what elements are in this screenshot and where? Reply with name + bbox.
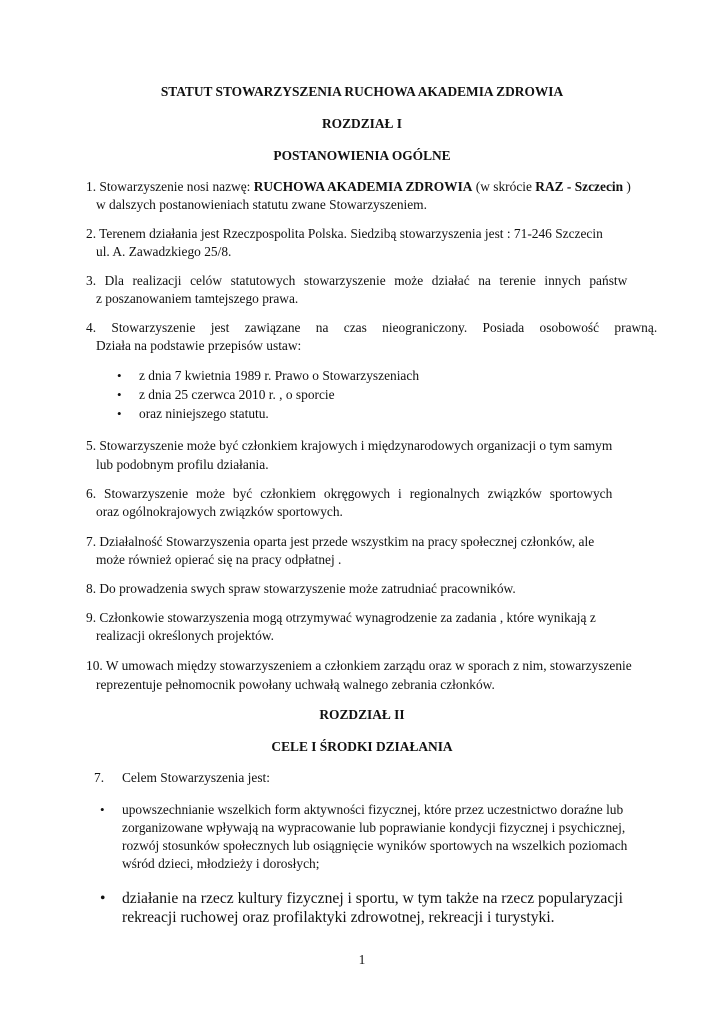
goal-1-line: zorganizowane wpływają na wypracowanie lub poprawianie kondycji fizycznej i psychicznej, [122, 820, 626, 835]
paragraph-9-line-1: 9. Członkowie stowarzyszenia mogą otrzymywać wynagrodzenie za zadania , które wynikają z [86, 610, 596, 625]
chapter-1-title: POSTANOWIENIA OGÓLNE [273, 148, 451, 163]
goal-2-line: rekreacji ruchowej oraz profilaktyki zdrowotnej, rekreacji i turystyki. [122, 909, 555, 926]
paragraph-10-line-2: reprezentuje pełnomocnik powołany uchwałą walnego zebrania członków. [96, 677, 495, 692]
paragraph-1-line-2: w dalszych postanowieniach statutu zwane Stowarzyszeniem. [96, 197, 427, 212]
bullet-icon: • [100, 802, 105, 817]
document-title: STATUT STOWARZYSZENIA RUCHOWA AKADEMIA ZDROWIA [160, 84, 564, 99]
bullet-icon: • [117, 406, 122, 421]
paragraph-2-line-2: ul. A. Zawadzkiego 25/8. [96, 244, 232, 259]
goal-1-line: wśród dzieci, młodzieży i dorosłych; [122, 856, 320, 871]
goals-number: 7. [94, 770, 105, 785]
paragraph-5-line-2: lub podobnym profilu działania. [96, 457, 269, 472]
paragraph-3-line-1: 3. Dla realizacji celów statutowych stowarzyszenie może działać na terenie innych państw [86, 273, 628, 288]
paragraph-10-line-1: 10. W umowach między stowarzyszeniem a członkiem zarządu oraz w sporach z nim, stowarzyszenie [86, 658, 632, 673]
paragraph-1-line-1: 1. Stowarzyszenie nosi nazwę: RUCHOWA AKADEMIA ZDROWIA (w skrócie RAZ - Szczecin ) [86, 179, 631, 194]
paragraph-6-line-1: 6. Stowarzyszenie może być członkiem okręgowych i regionalnych związków sportowych [86, 486, 613, 501]
chapter-2-title: CELE I ŚRODKI DZIAŁANIA [271, 739, 453, 754]
chapter-2-heading: ROZDZIAŁ II [319, 707, 405, 722]
page-number: 1 [358, 952, 366, 967]
paragraph-5-line-1: 5. Stowarzyszenie może być członkiem krajowych i międzynarodowych organizacji o tym samym [86, 438, 613, 453]
paragraph-2-line-1: 2. Terenem działania jest Rzeczpospolita Polska. Siedzibą stowarzyszenia jest : 71-246 Szczecin [86, 226, 603, 241]
goal-1-line: rozwój stosunków społecznych lub osiągnięcie wyników sportowych na wszelkich poziomach [122, 838, 628, 853]
bullet-icon: • [117, 368, 122, 383]
statute-basis-item: z dnia 25 czerwca 2010 r. , o sporcie [139, 387, 335, 402]
paragraph-8: 8. Do prowadzenia swych spraw stowarzyszenie może zatrudniać pracowników. [86, 581, 516, 596]
paragraph-3-line-2: z poszanowaniem tamtejszego prawa. [96, 291, 299, 306]
paragraph-7-line-2: może również opierać się na pracy odpłatnej . [96, 552, 342, 567]
paragraph-6-line-2: oraz ogólnokrajowych związków sportowych. [96, 504, 343, 519]
bullet-icon: • [100, 890, 106, 907]
chapter-1-heading: ROZDZIAŁ I [322, 116, 402, 131]
paragraph-4-line-1: 4. Stowarzyszenie jest zawiązane na czas nieograniczony. Posiada osobowość prawną. [86, 320, 658, 335]
paragraph-4-line-2: Działa na podstawie przepisów ustaw: [96, 338, 302, 353]
goals-intro: Celem Stowarzyszenia jest: [122, 770, 270, 785]
bullet-icon: • [117, 387, 122, 402]
goal-2-line: działanie na rzecz kultury fizycznej i sportu, w tym także na rzecz popularyzacji [122, 890, 623, 907]
paragraph-7-line-1: 7. Działalność Stowarzyszenia oparta jest przede wszystkim na pracy społecznej członków, ale [86, 534, 595, 549]
statute-basis-item: oraz niniejszego statutu. [139, 406, 269, 421]
paragraph-9-line-2: realizacji określonych projektów. [96, 628, 274, 643]
statute-basis-item: z dnia 7 kwietnia 1989 r. Prawo o Stowarzyszeniach [139, 368, 420, 383]
goal-1-line: upowszechnianie wszelkich form aktywności fizycznej, które przez uczestnictwo doraźne lub [122, 802, 624, 817]
